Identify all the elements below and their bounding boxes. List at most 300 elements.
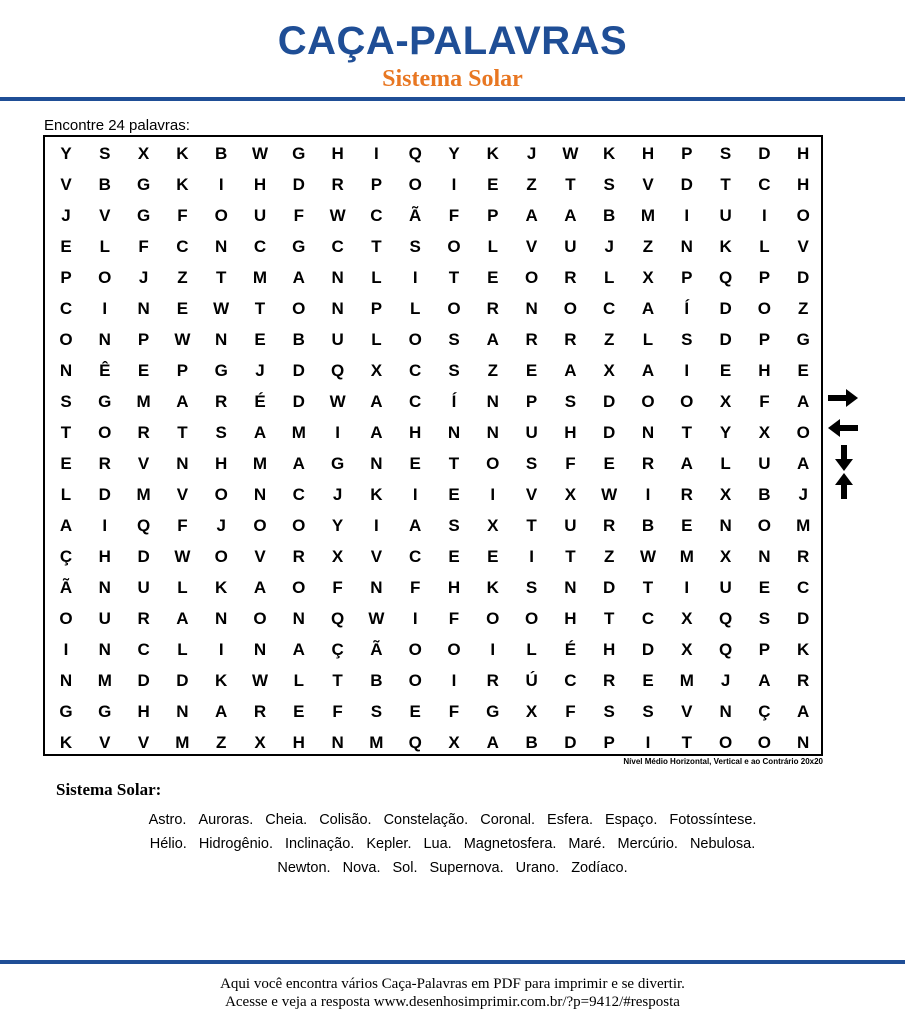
grid-letter[interactable]: I (451, 175, 457, 194)
grid-letter[interactable]: C (409, 361, 422, 380)
grid-letter[interactable]: E (525, 361, 538, 380)
grid-letter[interactable]: B (603, 206, 616, 225)
grid-letter[interactable]: T (720, 175, 731, 194)
grid-letter[interactable]: O (524, 268, 539, 287)
grid-letter[interactable]: U (719, 578, 732, 597)
grid-letter[interactable]: M (136, 485, 151, 504)
grid-letter[interactable]: S (409, 237, 421, 256)
grid-letter[interactable]: C (603, 299, 616, 318)
grid-letter[interactable]: V (681, 702, 693, 721)
grid-letter[interactable]: U (564, 516, 577, 535)
grid-letter[interactable]: J (332, 485, 343, 504)
grid-letter[interactable]: N (215, 237, 228, 256)
grid-letter[interactable]: K (486, 144, 499, 163)
grid-letter[interactable]: Ê (99, 361, 111, 380)
grid-letter[interactable]: N (253, 485, 267, 504)
grid-letter[interactable]: B (525, 733, 538, 752)
grid-letter[interactable]: S (370, 702, 383, 721)
grid-letter[interactable]: W (368, 609, 385, 628)
grid-letter[interactable]: I (63, 640, 69, 659)
grid-letter[interactable]: E (487, 175, 499, 194)
grid-letter[interactable]: S (603, 702, 615, 721)
grid-letter[interactable]: A (370, 423, 383, 442)
grid-letter[interactable]: E (487, 268, 499, 287)
grid-letter[interactable]: S (215, 423, 227, 442)
grid-letter[interactable]: X (719, 547, 732, 566)
grid-letter[interactable]: S (60, 392, 72, 411)
grid-letter[interactable]: H (331, 144, 344, 163)
grid-letter[interactable]: N (98, 640, 111, 659)
grid-letter[interactable]: O (641, 392, 655, 411)
grid-letter[interactable]: O (214, 485, 228, 504)
grid-letter[interactable]: Z (177, 268, 188, 287)
grid-letter[interactable]: Ã (59, 578, 73, 597)
grid-letter[interactable]: T (448, 454, 460, 473)
grid-letter[interactable]: C (331, 237, 344, 256)
grid-letter[interactable]: R (331, 175, 344, 194)
grid-letter[interactable]: E (681, 516, 693, 535)
grid-letter[interactable]: V (137, 454, 150, 473)
grid-letter[interactable]: W (601, 485, 618, 504)
grid-letter[interactable]: O (563, 299, 577, 318)
grid-letter[interactable]: J (798, 485, 808, 504)
grid-letter[interactable]: N (331, 733, 344, 752)
grid-letter[interactable]: P (758, 640, 771, 659)
grid-letter[interactable]: I (412, 485, 418, 504)
grid-letter[interactable]: Z (642, 237, 654, 256)
grid-letter[interactable]: B (292, 330, 305, 349)
grid-letter[interactable]: O (796, 423, 810, 442)
grid-letter[interactable]: Q (718, 609, 733, 628)
grid-letter[interactable]: L (720, 454, 731, 473)
grid-letter[interactable]: O (408, 671, 422, 690)
grid-letter[interactable]: D (758, 144, 771, 163)
grid-letter[interactable]: Ç (59, 547, 73, 566)
grid-letter[interactable]: Ú (525, 671, 538, 690)
grid-letter[interactable]: T (681, 423, 692, 442)
grid-letter[interactable]: N (253, 640, 267, 659)
grid-letter[interactable]: R (525, 330, 538, 349)
grid-letter[interactable]: Y (719, 423, 732, 442)
grid-letter[interactable]: M (136, 392, 151, 411)
grid-letter[interactable]: M (679, 671, 694, 690)
grid-letter[interactable]: V (525, 485, 538, 504)
grid-letter[interactable]: C (797, 578, 810, 597)
grid-letter[interactable]: I (645, 733, 651, 752)
grid-letter[interactable]: X (603, 361, 615, 380)
grid-letter[interactable]: K (797, 640, 810, 659)
grid-letter[interactable]: J (255, 361, 265, 380)
grid-letter[interactable]: F (177, 206, 188, 225)
grid-letter[interactable]: N (331, 268, 344, 287)
grid-letter[interactable]: O (98, 268, 112, 287)
grid-letter[interactable]: P (681, 268, 693, 287)
grid-letter[interactable]: G (136, 206, 151, 225)
grid-letter[interactable]: I (374, 144, 379, 163)
grid-letter[interactable]: A (253, 423, 267, 442)
grid-letter[interactable]: X (331, 547, 344, 566)
grid-letter[interactable]: Í (684, 299, 690, 318)
grid-letter[interactable]: I (102, 516, 108, 535)
grid-letter[interactable]: S (642, 702, 654, 721)
grid-letter[interactable]: O (680, 392, 694, 411)
grid-letter[interactable]: L (759, 237, 770, 256)
grid-letter[interactable]: O (757, 516, 771, 535)
grid-letter[interactable]: O (757, 733, 771, 752)
grid-letter[interactable]: T (371, 237, 382, 256)
grid-letter[interactable]: R (797, 547, 810, 566)
grid-letter[interactable]: A (525, 206, 538, 225)
grid-letter[interactable]: D (641, 640, 655, 659)
grid-letter[interactable]: H (797, 144, 810, 163)
grid-letter[interactable]: H (758, 361, 771, 380)
grid-letter[interactable]: K (59, 733, 73, 752)
grid-letter[interactable]: V (254, 547, 266, 566)
grid-letter[interactable]: I (490, 485, 496, 504)
grid-letter[interactable]: S (448, 516, 460, 535)
grid-letter[interactable]: E (254, 330, 266, 349)
grid-letter[interactable]: C (370, 206, 383, 225)
grid-letter[interactable]: R (98, 454, 111, 473)
grid-letter[interactable]: O (253, 609, 267, 628)
grid-letter[interactable]: Ç (758, 702, 771, 721)
grid-letter[interactable]: A (758, 671, 771, 690)
grid-letter[interactable]: Y (448, 144, 460, 163)
grid-letter[interactable]: A (253, 578, 267, 597)
grid-letter[interactable]: E (797, 361, 809, 380)
grid-letter[interactable]: D (564, 733, 577, 752)
grid-letter[interactable]: A (797, 702, 810, 721)
grid-letter[interactable]: X (487, 516, 499, 535)
grid-letter[interactable]: H (641, 144, 655, 163)
grid-letter[interactable]: N (137, 299, 150, 318)
grid-letter[interactable]: F (759, 392, 770, 411)
grid-letter[interactable]: G (292, 237, 306, 256)
grid-letter[interactable]: X (642, 268, 654, 287)
grid-letter[interactable]: G (330, 454, 345, 473)
grid-letter[interactable]: P (681, 144, 693, 163)
grid-letter[interactable]: F (177, 516, 188, 535)
grid-letter[interactable]: I (490, 640, 496, 659)
grid-letter[interactable]: B (758, 485, 771, 504)
grid-letter[interactable]: Ç (331, 640, 344, 659)
grid-letter[interactable]: W (251, 144, 269, 163)
grid-letter[interactable]: T (448, 268, 460, 287)
grid-letter[interactable]: N (486, 423, 499, 442)
grid-letter[interactable]: S (758, 609, 771, 628)
grid-letter[interactable]: X (448, 733, 460, 752)
grid-letter[interactable]: L (487, 237, 498, 256)
grid-letter[interactable]: I (684, 578, 690, 597)
grid-letter[interactable]: A (215, 702, 228, 721)
grid-letter[interactable]: H (137, 702, 150, 721)
grid-letter[interactable]: X (758, 423, 771, 442)
grid-letter[interactable]: A (409, 516, 422, 535)
grid-letter[interactable]: K (486, 578, 499, 597)
grid-letter[interactable]: A (176, 392, 189, 411)
grid-letter[interactable]: Q (330, 609, 345, 628)
grid-letter[interactable]: E (642, 671, 654, 690)
grid-letter[interactable]: F (332, 578, 343, 597)
grid-letter[interactable]: A (564, 361, 577, 380)
grid-letter[interactable]: Q (718, 268, 733, 287)
grid-letter[interactable]: R (641, 454, 655, 473)
grid-letter[interactable]: R (603, 516, 616, 535)
grid-letter[interactable]: N (292, 609, 305, 628)
grid-letter[interactable]: R (137, 609, 150, 628)
grid-letter[interactable]: N (564, 578, 577, 597)
grid-letter[interactable]: J (216, 516, 226, 535)
grid-letter[interactable]: L (409, 299, 421, 318)
grid-letter[interactable]: B (641, 516, 655, 535)
grid-letter[interactable]: C (409, 392, 422, 411)
grid-letter[interactable]: F (448, 206, 460, 225)
grid-letter[interactable]: Q (408, 733, 422, 752)
grid-letter[interactable]: V (642, 175, 654, 194)
grid-letter[interactable]: S (525, 578, 538, 597)
grid-letter[interactable]: E (137, 361, 150, 380)
grid-letter[interactable]: D (797, 268, 810, 287)
grid-letter[interactable]: C (409, 547, 422, 566)
grid-letter[interactable]: P (525, 392, 538, 411)
grid-letter[interactable]: H (253, 175, 267, 194)
grid-letter[interactable]: N (719, 702, 732, 721)
grid-letter[interactable]: D (719, 330, 732, 349)
grid-letter[interactable]: T (60, 423, 72, 442)
grid-letter[interactable]: H (409, 423, 422, 442)
grid-letter[interactable]: M (796, 516, 811, 535)
grid-letter[interactable]: P (487, 206, 499, 225)
grid-letter[interactable]: D (719, 299, 732, 318)
grid-letter[interactable]: X (370, 361, 383, 380)
grid-letter[interactable]: E (60, 237, 72, 256)
grid-letter[interactable]: O (486, 609, 500, 628)
grid-letter[interactable]: R (486, 299, 499, 318)
grid-letter[interactable]: R (137, 423, 150, 442)
grid-letter[interactable]: H (797, 175, 810, 194)
grid-letter[interactable]: O (718, 733, 733, 752)
grid-letter[interactable]: R (680, 485, 693, 504)
grid-letter[interactable]: O (447, 237, 461, 256)
grid-letter[interactable]: O (292, 299, 306, 318)
grid-letter[interactable]: L (371, 330, 382, 349)
grid-letter[interactable]: H (98, 547, 111, 566)
grid-letter[interactable]: D (137, 547, 150, 566)
grid-letter[interactable]: C (137, 640, 150, 659)
grid-letter[interactable]: T (332, 671, 343, 690)
grid-letter[interactable]: W (562, 144, 579, 163)
grid-letter[interactable]: G (98, 702, 112, 721)
grid-letter[interactable]: A (564, 206, 577, 225)
grid-letter[interactable]: L (60, 485, 72, 504)
grid-letter[interactable]: C (758, 175, 771, 194)
grid-letter[interactable]: H (215, 454, 228, 473)
grid-letter[interactable]: R (797, 671, 810, 690)
grid-letter[interactable]: T (565, 547, 576, 566)
grid-letter[interactable]: F (448, 609, 460, 628)
grid-letter[interactable]: O (214, 206, 228, 225)
grid-letter[interactable]: Ã (370, 640, 383, 659)
grid-letter[interactable]: L (642, 330, 654, 349)
grid-letter[interactable]: L (177, 578, 188, 597)
grid-letter[interactable]: E (60, 454, 72, 473)
grid-letter[interactable]: Ã (409, 206, 422, 225)
grid-letter[interactable]: U (758, 454, 771, 473)
grid-letter[interactable]: E (448, 547, 460, 566)
grid-letter[interactable]: N (486, 392, 499, 411)
grid-letter[interactable]: I (218, 640, 224, 659)
grid-letter[interactable]: B (370, 671, 383, 690)
grid-letter[interactable]: H (564, 423, 577, 442)
grid-letter[interactable]: E (758, 578, 771, 597)
grid-letter[interactable]: U (331, 330, 344, 349)
grid-letter[interactable]: G (59, 702, 73, 721)
grid-letter[interactable]: O (59, 609, 73, 628)
grid-letter[interactable]: T (642, 578, 654, 597)
grid-letter[interactable]: T (565, 175, 576, 194)
grid-letter[interactable]: O (757, 299, 771, 318)
grid-letter[interactable]: D (292, 361, 305, 380)
grid-letter[interactable]: T (215, 268, 227, 287)
grid-letter[interactable]: X (137, 144, 150, 163)
grid-letter[interactable]: A (797, 454, 810, 473)
grid-letter[interactable]: K (370, 485, 383, 504)
grid-letter[interactable]: N (680, 237, 693, 256)
grid-letter[interactable]: O (408, 330, 422, 349)
grid-letter[interactable]: M (291, 423, 306, 442)
grid-letter[interactable]: T (526, 516, 537, 535)
grid-letter[interactable]: U (253, 206, 267, 225)
grid-letter[interactable]: L (177, 640, 188, 659)
grid-letter[interactable]: I (412, 268, 418, 287)
grid-letter[interactable]: N (59, 671, 73, 690)
grid-letter[interactable]: I (451, 671, 457, 690)
grid-letter[interactable]: A (797, 392, 810, 411)
grid-letter[interactable]: V (176, 485, 189, 504)
grid-letter[interactable]: N (98, 330, 111, 349)
grid-letter[interactable]: N (797, 733, 810, 752)
grid-letter[interactable]: Z (603, 547, 615, 566)
grid-letter[interactable]: H (603, 640, 616, 659)
grid-letter[interactable]: M (640, 206, 656, 225)
grid-letter[interactable]: A (486, 330, 499, 349)
grid-letter[interactable]: T (254, 299, 266, 318)
grid-letter[interactable]: C (292, 485, 305, 504)
grid-letter[interactable]: S (525, 454, 538, 473)
grid-letter[interactable]: V (797, 237, 809, 256)
grid-letter[interactable]: X (719, 392, 732, 411)
grid-letter[interactable]: A (680, 454, 693, 473)
grid-letter[interactable]: N (98, 578, 111, 597)
grid-letter[interactable]: K (603, 144, 616, 163)
grid-letter[interactable]: Z (487, 361, 498, 380)
grid-letter[interactable]: W (213, 299, 230, 318)
grid-letter[interactable]: X (681, 609, 693, 628)
grid-letter[interactable]: K (215, 578, 228, 597)
grid-letter[interactable]: M (252, 268, 268, 287)
grid-letter[interactable]: P (137, 330, 150, 349)
grid-letter[interactable]: L (526, 640, 537, 659)
grid-letter[interactable]: E (448, 485, 460, 504)
grid-letter[interactable]: A (292, 454, 305, 473)
grid-letter[interactable]: G (292, 144, 306, 163)
grid-letter[interactable]: F (138, 237, 149, 256)
grid-letter[interactable]: F (332, 702, 343, 721)
grid-letter[interactable]: C (641, 609, 655, 628)
grid-letter[interactable]: F (448, 702, 460, 721)
grid-letter[interactable]: E (409, 454, 421, 473)
grid-letter[interactable]: R (564, 268, 577, 287)
grid-letter[interactable]: I (218, 175, 224, 194)
grid-letter[interactable]: T (603, 609, 615, 628)
grid-letter[interactable]: J (720, 671, 731, 690)
grid-letter[interactable]: D (603, 423, 616, 442)
grid-letter[interactable]: G (486, 702, 500, 721)
grid-letter[interactable]: F (409, 578, 421, 597)
grid-letter[interactable]: L (603, 268, 615, 287)
grid-letter[interactable]: U (719, 206, 732, 225)
grid-letter[interactable]: D (292, 175, 305, 194)
grid-letter[interactable]: D (680, 175, 693, 194)
grid-letter[interactable]: A (641, 299, 655, 318)
grid-letter[interactable]: P (370, 299, 383, 318)
grid-letter[interactable]: G (214, 361, 228, 380)
grid-letter[interactable]: Q (136, 516, 151, 535)
grid-letter[interactable]: L (371, 268, 382, 287)
grid-letter[interactable]: Z (526, 175, 537, 194)
grid-letter[interactable]: Z (215, 733, 227, 752)
grid-letter[interactable]: S (681, 330, 693, 349)
grid-letter[interactable]: J (526, 144, 537, 163)
grid-letter[interactable]: S (564, 392, 577, 411)
grid-letter[interactable]: S (448, 361, 460, 380)
grid-letter[interactable]: O (796, 206, 810, 225)
grid-letter[interactable]: U (137, 578, 150, 597)
grid-letter[interactable]: F (565, 702, 576, 721)
grid-letter[interactable]: C (564, 671, 577, 690)
grid-letter[interactable]: T (177, 423, 188, 442)
grid-letter[interactable]: B (215, 144, 228, 163)
grid-letter[interactable]: Q (408, 144, 422, 163)
grid-letter[interactable]: I (684, 206, 690, 225)
grid-letter[interactable]: S (719, 144, 732, 163)
grid-letter[interactable]: A (176, 609, 189, 628)
grid-letter[interactable]: H (447, 578, 461, 597)
grid-letter[interactable]: A (641, 361, 655, 380)
grid-letter[interactable]: W (329, 392, 346, 411)
grid-letter[interactable]: D (176, 671, 189, 690)
grid-letter[interactable]: U (564, 237, 577, 256)
grid-letter[interactable]: N (370, 454, 383, 473)
grid-letter[interactable]: G (136, 175, 151, 194)
grid-letter[interactable]: R (603, 671, 616, 690)
grid-letter[interactable]: I (374, 516, 379, 535)
grid-letter[interactable]: H (564, 609, 577, 628)
grid-letter[interactable]: X (564, 485, 577, 504)
grid-letter[interactable]: K (719, 237, 732, 256)
grid-letter[interactable]: I (645, 485, 651, 504)
grid-letter[interactable]: Z (603, 330, 615, 349)
grid-letter[interactable]: I (102, 299, 108, 318)
grid-letter[interactable]: M (97, 671, 112, 690)
grid-letter[interactable]: K (176, 175, 189, 194)
grid-letter[interactable]: O (408, 640, 422, 659)
grid-letter[interactable]: O (98, 423, 112, 442)
grid-letter[interactable]: R (486, 671, 499, 690)
grid-letter[interactable]: N (215, 330, 228, 349)
grid-letter[interactable]: O (408, 175, 422, 194)
grid-letter[interactable]: L (99, 237, 110, 256)
